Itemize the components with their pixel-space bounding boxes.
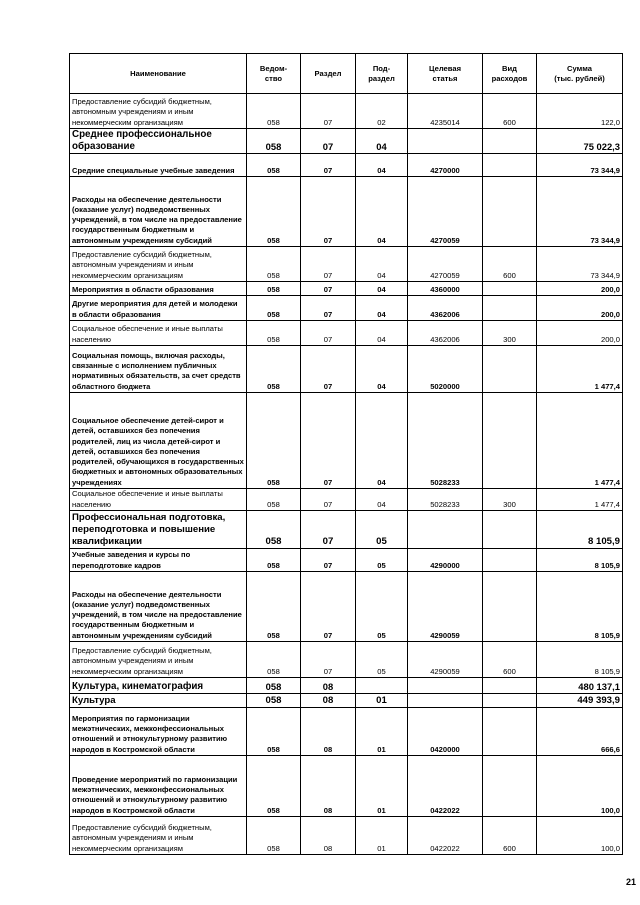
row-section: 07 [301, 177, 356, 247]
row-subsection: 01 [356, 756, 408, 817]
row-name: Культура [70, 694, 247, 708]
header-name: Наименование [70, 54, 247, 94]
table-row [70, 282, 623, 296]
row-target: 0420000 [408, 708, 483, 756]
row-subsection [356, 678, 408, 694]
row-name: Культура, кинематография [70, 678, 247, 694]
header-target: Целевая статья [408, 54, 483, 94]
row-name: Предоставление субсидий бюджетным, автономным учреждениям и иным некоммерческим организациям [70, 642, 247, 678]
table-row [70, 94, 623, 129]
row-expense-type [483, 678, 537, 694]
row-amount: 449 393,9 [537, 694, 623, 708]
row-target: 4235014 [408, 94, 483, 129]
header-section: Раздел [301, 54, 356, 94]
table-row [70, 817, 623, 855]
table-row [70, 708, 623, 756]
row-dept: 058 [247, 642, 301, 678]
table-row [70, 247, 623, 282]
row-amount: 200,0 [537, 321, 623, 346]
row-subsection: 04 [356, 321, 408, 346]
row-amount: 100,0 [537, 756, 623, 817]
table-row [70, 572, 623, 642]
row-dept: 058 [247, 282, 301, 296]
row-name: Другие мероприятия для детей и молодежи в области образования [70, 296, 247, 321]
row-amount: 73 344,9 [537, 177, 623, 247]
row-dept: 058 [247, 572, 301, 642]
row-amount: 8 105,9 [537, 511, 623, 549]
row-expense-type [483, 296, 537, 321]
row-dept: 058 [247, 756, 301, 817]
row-target: 5028233 [408, 489, 483, 511]
header-amount: Сумма (тыс. рублей) [537, 54, 623, 94]
row-dept: 058 [247, 296, 301, 321]
row-target: 4270059 [408, 177, 483, 247]
table-row [70, 511, 623, 549]
row-dept: 058 [247, 549, 301, 572]
table-row [70, 346, 623, 393]
row-amount: 1 477,4 [537, 489, 623, 511]
row-section: 07 [301, 511, 356, 549]
row-amount: 8 105,9 [537, 572, 623, 642]
row-subsection: 04 [356, 393, 408, 489]
header-expense-type: Вид расходов [483, 54, 537, 94]
row-name: Расходы на обеспечение деятельности (оказание услуг) подведомственных учреждений, в том числе на предоставление государственным бюджетным и автономным учреждениям субсидий [70, 572, 247, 642]
row-name: Предоставление субсидий бюджетным, автономным учреждениям и иным некоммерческим организациям [70, 817, 247, 855]
row-subsection: 01 [356, 708, 408, 756]
table-row [70, 154, 623, 177]
row-expense-type [483, 346, 537, 393]
row-subsection: 05 [356, 511, 408, 549]
row-expense-type [483, 154, 537, 177]
row-name: Профессиональная подготовка, переподготовка и повышение квалификации [70, 511, 247, 549]
row-target: 0422022 [408, 756, 483, 817]
header-row [70, 54, 623, 94]
row-dept: 058 [247, 817, 301, 855]
row-subsection: 04 [356, 154, 408, 177]
row-target [408, 511, 483, 549]
row-name: Учебные заведения и курсы по переподготовке кадров [70, 549, 247, 572]
row-name: Мероприятия по гармонизации межэтнических, межконфессиональных отношений и этнокультурному развитию народов в Костромской области [70, 708, 247, 756]
row-amount: 122,0 [537, 94, 623, 129]
row-expense-type [483, 393, 537, 489]
row-dept: 058 [247, 511, 301, 549]
row-section: 08 [301, 694, 356, 708]
row-subsection: 05 [356, 572, 408, 642]
row-name: Предоставление субсидий бюджетным, автономным учреждениям и иным некоммерческим организациям [70, 94, 247, 129]
row-name: Социальное обеспечение и иные выплаты населению [70, 489, 247, 511]
row-target: 4362006 [408, 296, 483, 321]
row-expense-type [483, 177, 537, 247]
row-name: Среднее профессиональное образование [70, 129, 247, 154]
row-expense-type: 600 [483, 247, 537, 282]
row-name: Проведение мероприятий по гармонизации межэтнических, межконфессиональных отношений и этнокультурному развитию народов в Костромской области [70, 756, 247, 817]
table-row [70, 129, 623, 154]
row-section: 07 [301, 94, 356, 129]
row-expense-type: 600 [483, 817, 537, 855]
row-expense-type [483, 708, 537, 756]
row-dept: 058 [247, 177, 301, 247]
row-name: Социальная помощь, включая расходы, связанные с исполнением публичных нормативных обязательств, за счет средств областного бюджета [70, 346, 247, 393]
row-subsection: 04 [356, 296, 408, 321]
row-dept: 058 [247, 393, 301, 489]
row-section: 07 [301, 321, 356, 346]
row-subsection: 05 [356, 549, 408, 572]
row-expense-type [483, 694, 537, 708]
row-target: 4270059 [408, 247, 483, 282]
table-row [70, 549, 623, 572]
table-row [70, 393, 623, 489]
row-name: Мероприятия в области образования [70, 282, 247, 296]
row-target: 5028233 [408, 393, 483, 489]
table-row [70, 642, 623, 678]
table-row [70, 678, 623, 694]
row-target: 0422022 [408, 817, 483, 855]
row-section: 07 [301, 642, 356, 678]
row-amount: 73 344,9 [537, 154, 623, 177]
row-subsection: 04 [356, 489, 408, 511]
header-subsection: Под- раздел [356, 54, 408, 94]
row-subsection: 04 [356, 247, 408, 282]
row-target [408, 694, 483, 708]
row-expense-type: 600 [483, 642, 537, 678]
row-subsection: 01 [356, 817, 408, 855]
row-dept: 058 [247, 154, 301, 177]
row-dept: 058 [247, 694, 301, 708]
row-amount: 200,0 [537, 296, 623, 321]
row-amount: 73 344,9 [537, 247, 623, 282]
row-section: 07 [301, 572, 356, 642]
row-section: 07 [301, 393, 356, 489]
table-row [70, 489, 623, 511]
row-dept: 058 [247, 678, 301, 694]
row-section: 07 [301, 549, 356, 572]
row-dept: 058 [247, 489, 301, 511]
row-expense-type [483, 756, 537, 817]
row-subsection: 05 [356, 642, 408, 678]
table-row [70, 756, 623, 817]
row-expense-type [483, 572, 537, 642]
row-name: Расходы на обеспечение деятельности (оказание услуг) подведомственных учреждений, в том числе на предоставление государственным бюджетным и автономным учреждениям субсидий [70, 177, 247, 247]
row-section: 07 [301, 296, 356, 321]
row-amount: 8 105,9 [537, 642, 623, 678]
row-section: 07 [301, 129, 356, 154]
row-dept: 058 [247, 247, 301, 282]
row-section: 07 [301, 154, 356, 177]
row-name: Предоставление субсидий бюджетным, автономным учреждениям и иным некоммерческим организациям [70, 247, 247, 282]
row-name: Социальное обеспечение детей-сирот и детей, оставшихся без попечения родителей, лиц из числа детей-сирот и детей, оставшихся без попечения родителей, обучающихся в государственных бюджетных и автономных образовательных учреждениях [70, 393, 247, 489]
row-expense-type [483, 129, 537, 154]
row-subsection: 04 [356, 177, 408, 247]
row-target: 4290059 [408, 572, 483, 642]
row-amount: 1 477,4 [537, 393, 623, 489]
row-dept: 058 [247, 708, 301, 756]
row-section: 07 [301, 346, 356, 393]
table-row [70, 694, 623, 708]
row-expense-type: 300 [483, 489, 537, 511]
row-expense-type: 600 [483, 94, 537, 129]
header-dept: Ведом- ство [247, 54, 301, 94]
row-target: 4290000 [408, 549, 483, 572]
row-dept: 058 [247, 346, 301, 393]
row-expense-type: 300 [483, 321, 537, 346]
row-section: 07 [301, 282, 356, 296]
row-subsection: 02 [356, 94, 408, 129]
row-amount: 1 477,4 [537, 346, 623, 393]
row-section: 08 [301, 817, 356, 855]
row-expense-type [483, 511, 537, 549]
row-amount: 480 137,1 [537, 678, 623, 694]
table-row [70, 321, 623, 346]
row-section: 07 [301, 489, 356, 511]
row-amount: 100,0 [537, 817, 623, 855]
row-amount: 75 022,3 [537, 129, 623, 154]
row-target: 5020000 [408, 346, 483, 393]
row-target [408, 678, 483, 694]
row-section: 08 [301, 756, 356, 817]
row-expense-type [483, 549, 537, 572]
row-section: 08 [301, 678, 356, 694]
row-amount: 666,6 [537, 708, 623, 756]
table-row [70, 177, 623, 247]
row-name: Средние специальные учебные заведения [70, 154, 247, 177]
row-amount: 200,0 [537, 282, 623, 296]
row-target: 4270000 [408, 154, 483, 177]
row-dept: 058 [247, 94, 301, 129]
row-target: 4360000 [408, 282, 483, 296]
row-subsection: 01 [356, 694, 408, 708]
row-subsection: 04 [356, 282, 408, 296]
row-target: 4362006 [408, 321, 483, 346]
row-dept: 058 [247, 321, 301, 346]
row-dept: 058 [247, 129, 301, 154]
row-subsection: 04 [356, 129, 408, 154]
budget-table [69, 53, 623, 855]
row-target: 4290059 [408, 642, 483, 678]
row-subsection: 04 [356, 346, 408, 393]
row-expense-type [483, 282, 537, 296]
row-section: 07 [301, 247, 356, 282]
row-name: Социальное обеспечение и иные выплаты населению [70, 321, 247, 346]
page-number: 21 [625, 877, 636, 887]
row-target [408, 129, 483, 154]
row-amount: 8 105,9 [537, 549, 623, 572]
row-section: 08 [301, 708, 356, 756]
table-row [70, 296, 623, 321]
